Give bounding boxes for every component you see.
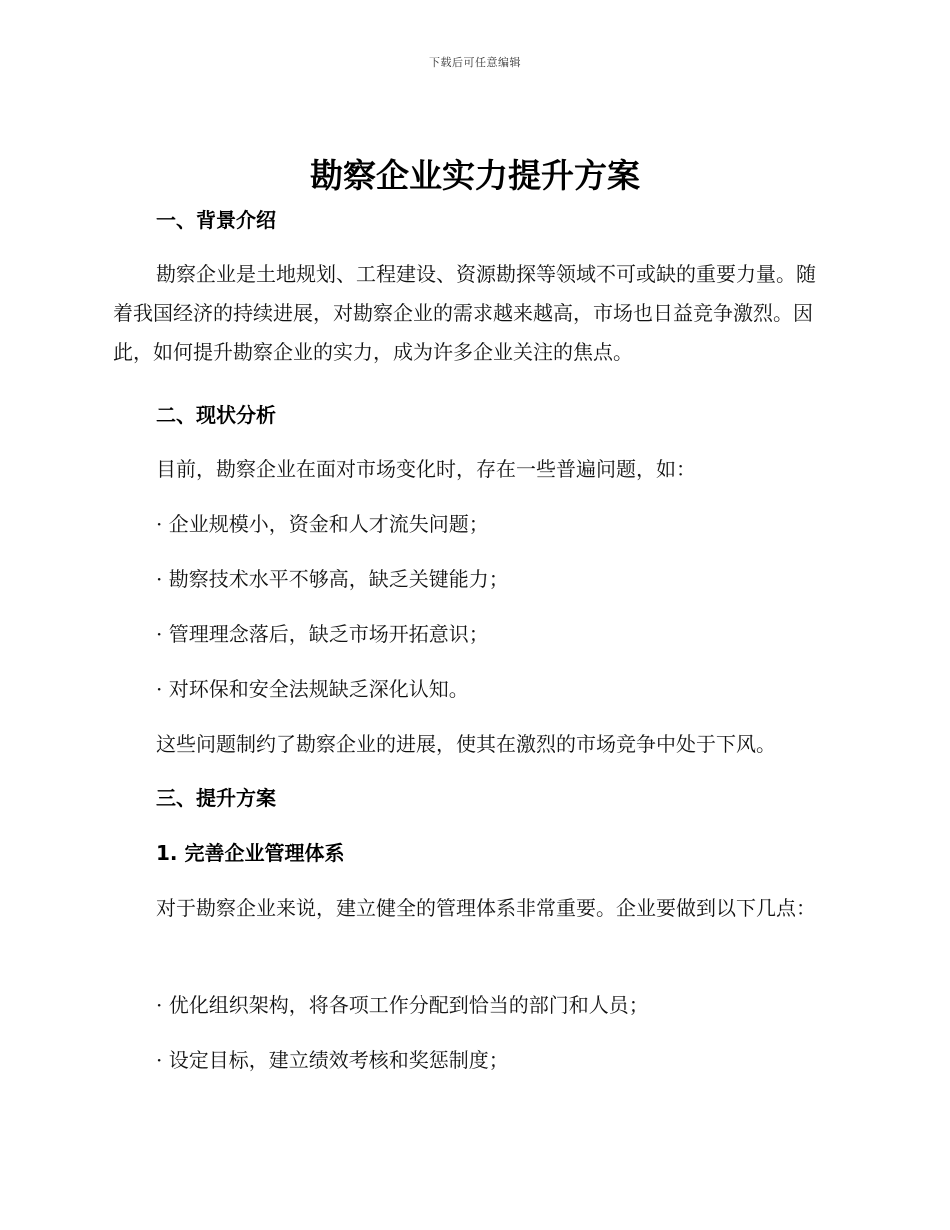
management-bullet-2: · 设定目标，建立绩效考核和奖惩制度； — [156, 1048, 509, 1072]
section-heading-status: 二、现状分析 — [156, 403, 276, 427]
status-bullet-4: · 对环保和安全法规缺乏深化认知。 — [156, 677, 469, 701]
section-heading-plan: 三、提升方案 — [156, 786, 276, 810]
management-bullet-1: · 优化组织架构，将各项工作分配到恰当的部门和人员； — [156, 993, 649, 1017]
page-header-note: 下载后可任意编辑 — [429, 56, 521, 69]
status-bullet-3: · 管理理念落后，缺乏市场开拓意识； — [156, 622, 489, 646]
status-conclusion: 这些问题制约了勘察企业的进展，使其在激烈的市场竞争中处于下风。 — [156, 732, 776, 756]
section-heading-background: 一、背景介绍 — [156, 208, 276, 232]
status-intro: 目前，勘察企业在面对市场变化时，存在一些普遍问题，如： — [156, 457, 696, 481]
document-title: 勘察企业实力提升方案 — [310, 156, 640, 195]
background-paragraph: 勘察企业是土地规划、工程建设、资源勘探等领域不可或缺的重要力量。随着我国经济的持续进展，对勘察企业的需求越来越高，市场也日益竞争激烈。因此，如何提升勘察企业的实力，成为许多企业关注的焦点。 — [113, 262, 816, 364]
management-paragraph: 对于勘察企业来说，建立健全的管理体系非常重要。企业要做到以下几点： — [156, 896, 816, 920]
status-bullet-2: · 勘察技术水平不够高，缺乏关键能力； — [156, 567, 509, 591]
status-bullet-1: · 企业规模小，资金和人才流失问题； — [156, 512, 489, 536]
subsection-heading-management: 1. 完善企业管理体系 — [156, 841, 345, 865]
